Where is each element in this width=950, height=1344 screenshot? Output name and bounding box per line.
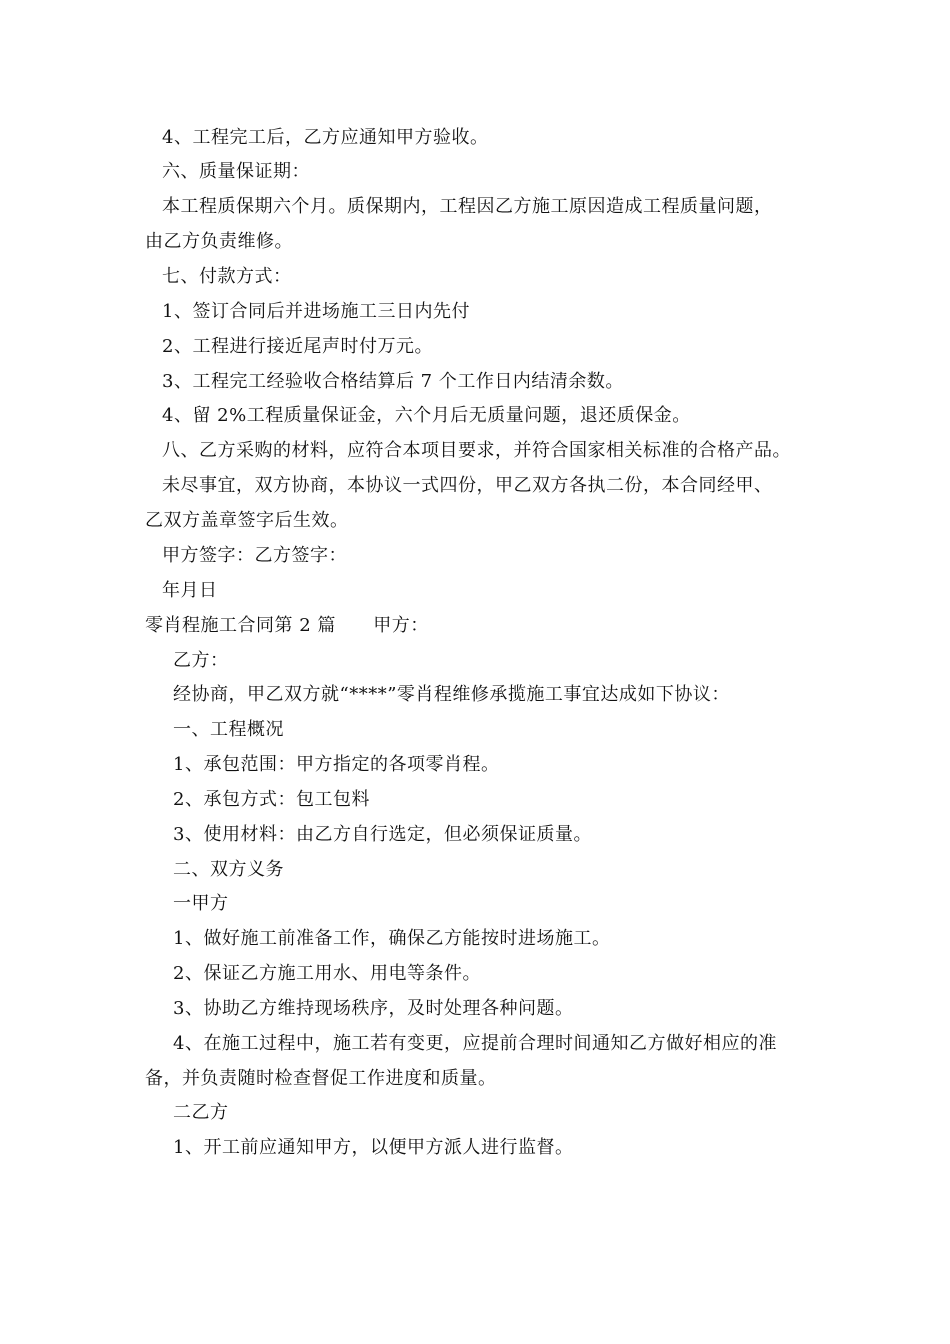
paragraph-line: 4、工程完工后，乙方应通知甲方验收。 bbox=[162, 127, 489, 148]
paragraph-line: 3、协助乙方维持现场秩序，及时处理各种问题。 bbox=[173, 998, 574, 1019]
party-line: 乙方： bbox=[173, 650, 229, 671]
paragraph-line: 1、签订合同后并进场施工三日内先付 bbox=[162, 301, 470, 322]
paragraph-line: 2、保证乙方施工用水、用电等条件。 bbox=[173, 963, 481, 984]
paragraph-line: 3、使用材料：由乙方自行选定，但必须保证质量。 bbox=[173, 824, 592, 845]
paragraph-line: 由乙方负责维修。 bbox=[145, 231, 293, 252]
paragraph-line: 备，并负责随时检查督促工作进度和质量。 bbox=[145, 1068, 497, 1089]
paragraph-line: 乙双方盖章签字后生效。 bbox=[145, 510, 349, 531]
section-heading: 六、质量保证期： bbox=[162, 161, 310, 182]
section-heading: 七、付款方式： bbox=[162, 266, 292, 287]
section-heading: 八、乙方采购的材料，应符合本项目要求，并符合国家相关标准的合格产品。 bbox=[162, 440, 791, 461]
paragraph-line: 经协商，甲乙双方就“****”零肖程维修承揽施工事宜达成如下协议： bbox=[173, 684, 730, 705]
paragraph-line: 4、在施工过程中，施工若有变更，应提前合理时间通知乙方做好相应的准 bbox=[173, 1033, 777, 1054]
date-line: 年月日 bbox=[162, 580, 218, 601]
subsection-heading: 一甲方 bbox=[173, 893, 229, 914]
section-heading: 一、工程概况 bbox=[173, 719, 284, 740]
paragraph-line: 1、承包范围：甲方指定的各项零肖程。 bbox=[173, 754, 500, 775]
paragraph-line: 本工程质保期六个月。质保期内，工程因乙方施工原因造成工程质量问题， bbox=[162, 196, 773, 217]
paragraph-line: 1、做好施工前准备工作，确保乙方能按时进场施工。 bbox=[173, 928, 611, 949]
paragraph-line: 4、留 2%工程质量保证金，六个月后无质量问题，退还质保金。 bbox=[162, 405, 691, 426]
paragraph-line: 未尽事宜，双方协商，本协议一式四份，甲乙双方各执二份，本合同经甲、 bbox=[162, 475, 773, 496]
paragraph-line: 2、工程进行接近尾声时付万元。 bbox=[162, 336, 433, 357]
paragraph-line: 1、开工前应通知甲方，以便甲方派人进行监督。 bbox=[173, 1137, 574, 1158]
paragraph-line: 2、承包方式：包工包料 bbox=[173, 789, 370, 810]
signature-line: 甲方签字：乙方签字： bbox=[162, 545, 347, 566]
subsection-heading: 二乙方 bbox=[173, 1102, 229, 1123]
paragraph-line: 3、工程完工经验收合格结算后 7 个工作日内结清余数。 bbox=[162, 371, 624, 392]
article-title: 零肖程施工合同第 2 篇 甲方： bbox=[145, 615, 429, 636]
section-heading: 二、双方义务 bbox=[173, 859, 284, 880]
